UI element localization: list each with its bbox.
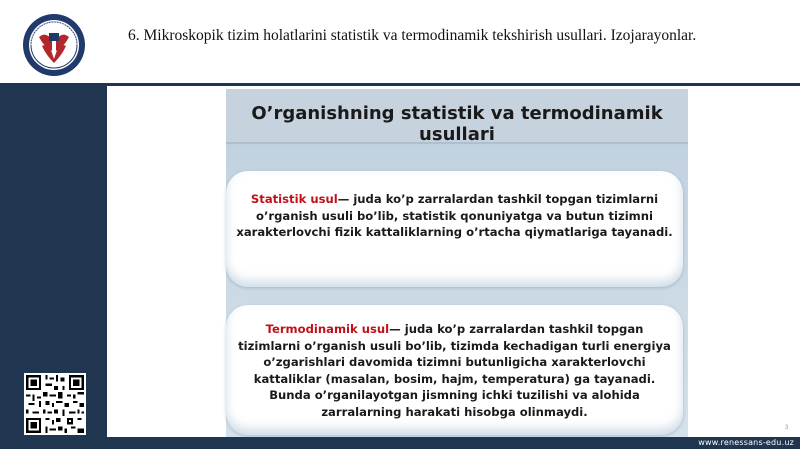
university-logo [22, 13, 86, 77]
statistical-method-definition: — juda ko’p zarralardan tashkil topgan tizimlarni o’rganish usuli bo’lib, statistik qonuniyatga va butun tizimni xarakterlovchi fizik kattaliklarning o’rtacha qiymatlariga tayanadi. [236, 192, 673, 240]
footer-bar [0, 437, 800, 449]
slide-heading: O’rganishning statistik va termodinamik usullari [251, 103, 663, 145]
footer-url: www.renessans-edu.uz [698, 438, 794, 447]
statistical-method-card [226, 171, 683, 287]
page-title: 6. Mikroskopik tizim holatlarini statistik va termodinamik tekshirish usullari. Izojarayonlar. [128, 27, 697, 44]
header-divider [0, 83, 800, 86]
page-number: 3 [785, 425, 789, 431]
thermodynamic-method-text [234, 321, 675, 421]
qr-code-icon [24, 373, 86, 435]
thermodynamic-method-term: Termodinamik usul [265, 322, 390, 336]
slide-header [226, 89, 688, 144]
thermodynamic-method-card [226, 305, 683, 435]
thermodynamic-method-definition: — juda ko’p zarralardan tashkil topgan tizimlarni o’rganish usuli bo’lib, tizimda kechadigan turli energiya o’zgarishlari davomida tizimni butunligicha xarakterlovchi kattaliklar (masalan, bosim, hajm, temperatura) ga tayanadi. Bunda o’rganilayotgan jismning ichki tuzilishi va alohida zarralarning harakati hisobga olinmaydi. [238, 322, 671, 419]
statistical-method-term: Statistik usul [250, 192, 338, 206]
statistical-method-text [234, 191, 675, 241]
